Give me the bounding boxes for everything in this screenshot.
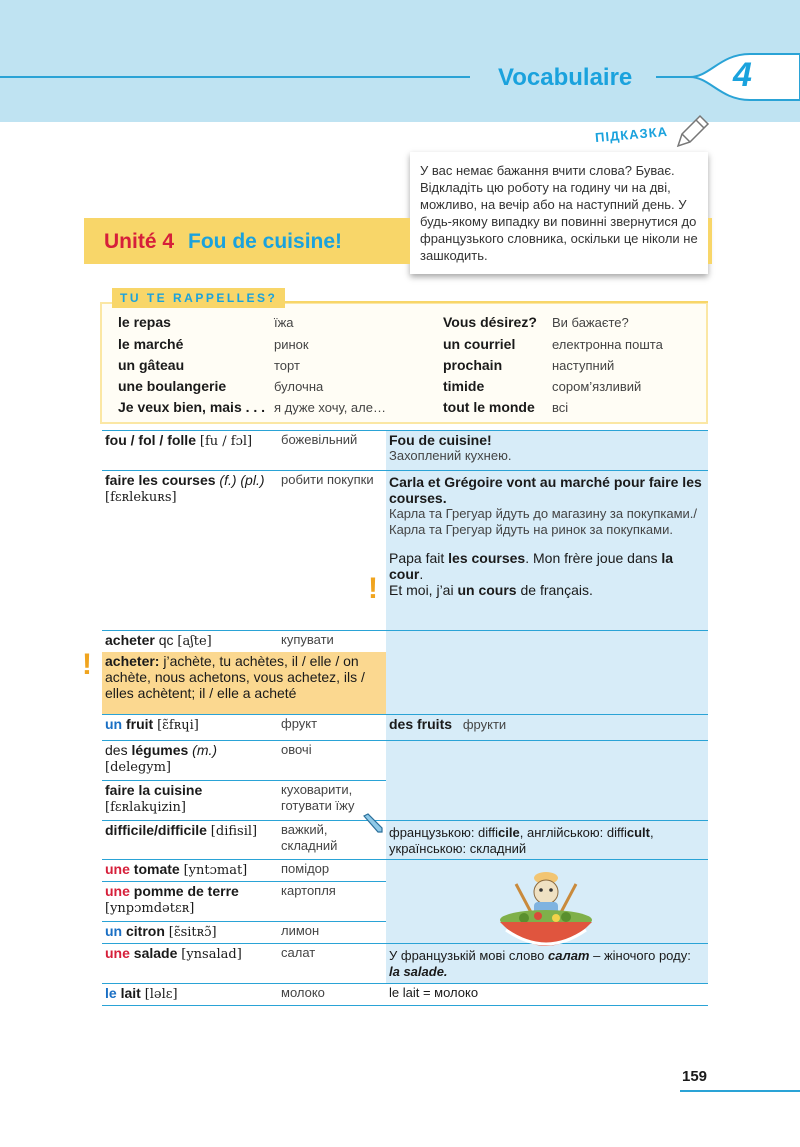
pencil-icon xyxy=(362,812,384,834)
vocab-word: tomate xyxy=(133,860,180,877)
table-row xyxy=(102,820,708,859)
vocab-translation: молоко xyxy=(278,983,386,1005)
reminder-word: le marché xyxy=(118,336,184,352)
vocab-grammar: (f.) (pl.) xyxy=(219,472,265,488)
reminder-translation: булочна xyxy=(274,379,324,394)
reminder-translation: сором’язливий xyxy=(552,379,642,394)
vocab-word: difficile/difficile xyxy=(105,821,207,838)
vocab-ipa: [fɛʀlakɥizin] xyxy=(105,799,186,815)
tip-label: ПІДКАЗКА xyxy=(591,123,671,147)
reminder-translation: електронна пошта xyxy=(552,337,663,352)
reminder-translation: їжа xyxy=(274,315,294,330)
reminder-word: timide xyxy=(443,378,485,394)
reminder-word: tout le monde xyxy=(443,399,535,415)
vocab-ipa: [lәlɛ] xyxy=(144,986,178,1002)
unit-title-bar-end xyxy=(708,218,712,264)
vocab-translation: куховарити, готувати їжу xyxy=(278,780,386,820)
pencil-icon xyxy=(672,112,712,152)
vocab-translation: робити покупки xyxy=(278,471,386,631)
table-row xyxy=(102,740,708,780)
table-row xyxy=(102,943,708,983)
table-row xyxy=(102,471,708,631)
vocab-grammar: (m.) xyxy=(192,741,218,758)
salad-bowl-illustration xyxy=(494,870,598,960)
unit-label: Unité 4 xyxy=(104,230,175,253)
vocab-word: salade xyxy=(133,944,178,961)
table-row xyxy=(102,983,708,1005)
reminder-word: Je veux bien, mais . . . xyxy=(118,399,266,415)
example-ua: У французькій мові слово салат – жіночого роду: la salade. xyxy=(386,943,708,983)
article-feminine: une xyxy=(105,882,130,899)
tip-text: У вас немає бажання вчити слова? Буває. Відкладіть цю роботу на годину чи на дві, можливо, на вечір або на наступний день. У будь-якому випадку ви повинні звернутися до французького словника, оскільки це ніколи не зашкодить. xyxy=(420,163,698,263)
reminder-translation: Ви бажаєте? xyxy=(552,315,629,330)
example-ua: Карла та Грегуар йдуть до магазину за покупками./ Карла та Грегуар йдуть на ринок за покупками. xyxy=(389,506,698,537)
vocab-word: faire les courses xyxy=(105,472,216,488)
example-fr: des fruits xyxy=(389,715,453,732)
article-masculine: le xyxy=(105,984,117,1001)
vocab-ipa: [yntɔmat] xyxy=(183,862,248,878)
vocab-word: citron xyxy=(126,922,165,939)
tip-box xyxy=(410,152,708,274)
table-row xyxy=(102,714,708,740)
vocabulary-table xyxy=(102,430,708,1006)
vocab-word: légumes xyxy=(131,741,189,758)
article-feminine: une xyxy=(105,944,130,961)
example-fr: Carla et Grégoire vont au marché pour faire les courses. xyxy=(389,474,702,506)
vocab-word: pomme de terre xyxy=(133,882,239,899)
vocab-word: fou / fol / folle xyxy=(105,432,196,448)
reminder-label: TU TE RAPPELLES? xyxy=(112,288,285,308)
vocab-word: lait xyxy=(120,984,141,1001)
vocab-ipa: [ɛ̃sitʀɔ̃] xyxy=(168,924,217,940)
header-band xyxy=(0,0,800,122)
reminder-word: un courriel xyxy=(443,336,516,352)
reminder-translation: торт xyxy=(274,358,300,373)
unit-name: Fou de cuisine! xyxy=(188,230,343,253)
vocab-translation: овочі xyxy=(278,740,386,780)
vocab-ipa: [fɛʀlekuʀs] xyxy=(105,490,177,505)
example-fr: Fou de cuisine! xyxy=(389,432,492,448)
conjugation-box: acheter: j’achète, tu achètes, il / elle / on achète, nous achetons, vous achetez, ils / elles achètent; il / elle a acheté xyxy=(102,652,386,714)
vocab-translation: картопля xyxy=(278,881,386,921)
vocab-ipa: [delegym] xyxy=(105,759,172,775)
table-row xyxy=(102,431,708,471)
reminder-translation: я дуже хочу, але… xyxy=(274,400,386,415)
example-ua: le lait = молоко xyxy=(386,983,708,1005)
section-title: Vocabulaire xyxy=(498,64,633,91)
vocab-translation: помідор xyxy=(278,859,386,881)
vocab-translation: лимон xyxy=(278,921,386,943)
example-ua: французькою: difficile, англійською: difficult, українською: складний xyxy=(386,820,708,859)
exclamation-icon: ! xyxy=(368,572,378,605)
vocab-ipa: [ynpɔmdətɛʀ] xyxy=(105,900,195,916)
vocab-ipa: [aʃte] xyxy=(177,634,212,649)
vocab-translation: божевільний xyxy=(278,431,386,471)
example-ua: Захоплений кухнею. xyxy=(389,448,512,463)
table-row xyxy=(102,859,708,881)
page-number-rule xyxy=(680,1090,800,1092)
article-masculine: un xyxy=(105,715,123,732)
vocab-translation: фрукт xyxy=(278,714,386,740)
reminder-word: un gâteau xyxy=(118,357,185,373)
example-ua: фрукти xyxy=(462,716,507,732)
note-line: Papa fait les courses. Mon frère joue dans la cour. xyxy=(389,550,674,582)
table-row xyxy=(102,631,708,653)
vocab-ipa: [difisil] xyxy=(210,823,258,839)
vocab-word: fruit xyxy=(126,715,154,732)
reminder-rule xyxy=(280,301,708,303)
note-line: Et moi, j’ai un cours de français. xyxy=(389,582,593,598)
unit-number: 4 xyxy=(733,56,752,94)
reminder-translation: наступний xyxy=(552,358,615,373)
vocab-article: des xyxy=(105,741,128,758)
article-masculine: un xyxy=(105,922,123,939)
reminder-word: une boulangerie xyxy=(118,378,227,394)
reminder-translation: всі xyxy=(552,400,569,415)
vocab-word: acheter xyxy=(105,632,155,648)
exclamation-icon: ! xyxy=(82,648,92,681)
vocab-translation: важкий, складний xyxy=(278,820,386,859)
reminder-word: le repas xyxy=(118,314,171,330)
unit-title xyxy=(104,230,342,254)
reminder-word: prochain xyxy=(443,357,503,373)
header-rule-left xyxy=(0,76,470,78)
vocab-word: faire la cuisine xyxy=(105,781,203,798)
reminder-word: Vous désirez? xyxy=(443,314,537,330)
vocab-ipa: [fu / fɔl] xyxy=(199,434,253,449)
vocab-ipa: [ynsalad] xyxy=(181,946,242,962)
vocab-translation: купувати xyxy=(281,632,334,647)
vocab-translation: салат xyxy=(278,943,386,983)
vocab-ipa: [ɛ̃fʀɥi] xyxy=(157,717,199,733)
reminder-translation: ринок xyxy=(274,337,309,352)
page-number: 159 xyxy=(682,1068,708,1085)
article-feminine: une xyxy=(105,860,130,877)
vocab-grammar: qc xyxy=(158,632,174,648)
